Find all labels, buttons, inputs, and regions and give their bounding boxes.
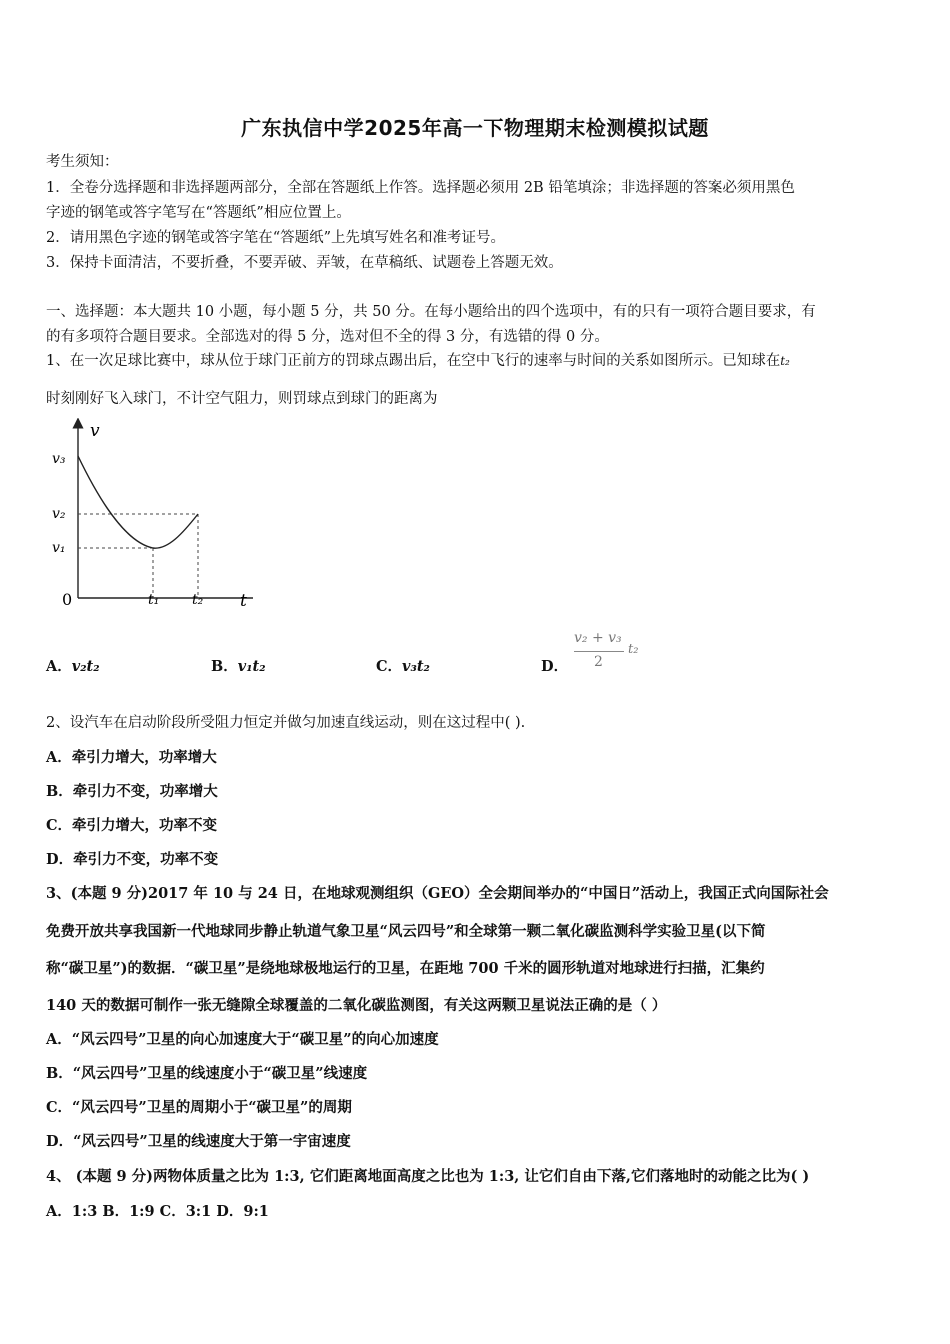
q1-option-d	[541, 655, 568, 676]
q3-option: A．“风云四号”卫星的向心加速度大于“碳卫星”的向心加速度	[46, 1031, 439, 1048]
option-expr: v₃t₂	[402, 658, 430, 675]
fraction-numerator: v₂ + v₃	[574, 630, 622, 646]
option-expr: v₂t₂	[71, 658, 100, 675]
section-intro: 一、选择题：本大题共 10 小题，每小题 5 分，共 50 分。在每小题给出的四个选项中，有的只有一项符合题目要求，有	[46, 304, 816, 320]
q2-option: B．牵引力不变，功率增大	[46, 783, 218, 800]
q2-option: D．牵引力不变，功率不变	[46, 851, 219, 868]
q1-stem-var: t₂	[780, 354, 790, 368]
fraction-denominator: 2	[594, 654, 603, 670]
q3-option: D．“风云四号”卫星的线速度大于第一宇宙速度	[46, 1133, 351, 1150]
t1-label: t₁	[148, 592, 160, 608]
q4-stem: 4、 (本题 9 分)两物体质量之比为 1:3, 它们距离地面高度之比也为 1:3, 让它们自由下落,它们落地时的动能之比为( )	[46, 1168, 810, 1185]
t-axis-label: t	[240, 591, 247, 611]
v1-label: v₁	[52, 540, 66, 556]
v-axis-label: v	[90, 421, 100, 441]
notice-item: 字迹的钢笔或答字笔写在“答题纸”相应位置上。	[46, 205, 351, 221]
q1-option-a	[46, 655, 100, 676]
q3-option: C．“风云四号”卫星的周期小于“碳卫星”的周期	[46, 1099, 352, 1116]
q1-stem: 时刻刚好飞入球门，不计空气阻力，则罚球点到球门的距离为	[46, 391, 438, 407]
option-expr: v₁t₂	[237, 658, 266, 675]
q3-option: B．“风云四号”卫星的线速度小于“碳卫星”线速度	[46, 1065, 368, 1082]
v3-label: v₃	[52, 451, 66, 467]
q2-stem: 2、设汽车在启动阶段所受阻力恒定并做匀加速直线运动，则在这过程中( ).	[46, 715, 526, 731]
notice-item: 2．请用黑色字迹的钢笔或答字笔在“答题纸”上先填写姓名和准考证号。	[46, 230, 506, 246]
notice-item: 3．保持卡面清洁，不要折叠，不要弄破、弄皱，在草稿纸、试题卷上答题无效。	[46, 255, 563, 271]
q1-stem-text: 1、在一次足球比赛中，球从位于球门正前方的罚球点踢出后，在空中飞行的速率与时间的关系如图所示。已知球在	[46, 353, 781, 369]
v2-label: v₂	[52, 506, 66, 522]
q3-stem: 免费开放共享我国新一代地球同步静止轨道气象卫星“风云四号”和全球第一颗二氧化碳监测科学实验卫星(以下简	[46, 923, 766, 940]
q2-option: A．牵引力增大，功率增大	[46, 749, 217, 766]
origin-label: 0	[62, 590, 73, 609]
q3-stem: 3、(本题 9 分)2017 年 10 与 24 日，在地球观测组织（GEO）全会期间举办的“中国日”活动上，我国正式向国际社会	[46, 885, 829, 902]
q1-stem	[46, 351, 790, 371]
t2-label: t₂	[192, 592, 204, 608]
option-letter: D．	[541, 658, 569, 675]
section-intro: 的有多项符合题目要求。全部选对的得 5 分，选对但不全的得 3 分，有选错的得 0 分。	[46, 329, 609, 345]
option-letter: C．	[376, 658, 403, 675]
option-letter: B．	[211, 658, 238, 675]
velocity-time-graph	[48, 418, 263, 618]
page-title: 广东执信中学2025年高一下物理期末检测模拟试题	[241, 116, 709, 140]
q1-option-c	[376, 655, 430, 676]
option-letter: A．	[46, 658, 72, 675]
q4-options: A．1:3 B．1:9 C．3:1 D．9:1	[46, 1203, 269, 1220]
fraction-bar	[574, 651, 624, 652]
notice-item: 1．全卷分选择题和非选择题两部分，全部在答题纸上作答。选择题必须用 2B 铅笔填涂；非选择题的答案必须用黑色	[46, 180, 795, 196]
option-d-fraction	[572, 630, 652, 678]
notice-heading: 考生须知：	[46, 154, 119, 170]
q3-stem: 称“碳卫星”)的数据．“碳卫星”是绕地球极地运行的卫星，在距地 700 千米的圆形轨道对地球进行扫描，汇集约	[46, 960, 765, 977]
q1-option-b	[211, 655, 266, 676]
velocity-curve	[78, 456, 198, 548]
fraction-var: t₂	[628, 642, 639, 657]
q3-stem: 140 天的数据可制作一张无缝隙全球覆盖的二氧化碳监测图，有关这两颗卫星说法正确的是（ ）	[46, 997, 667, 1014]
q2-option: C．牵引力增大，功率不变	[46, 817, 218, 834]
